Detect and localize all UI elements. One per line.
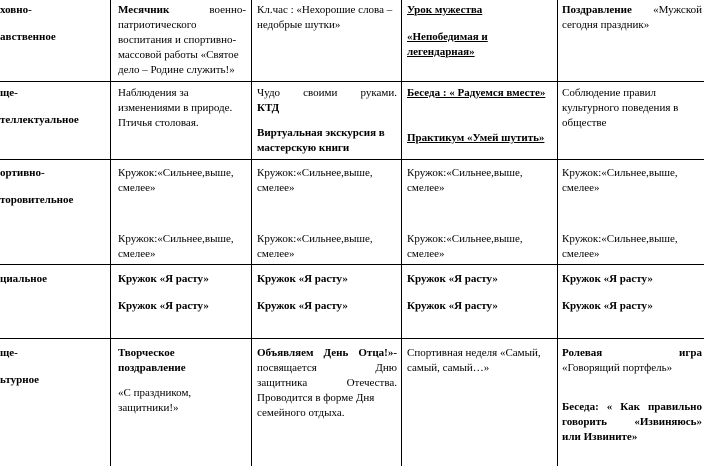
row-category: ще- теллектуальное <box>0 87 79 126</box>
club-cell: Кружок:«Сильнее,выше, смелее» <box>562 167 678 194</box>
activity-cell: Творческое поздравление «С праздником, защитники!» <box>118 347 192 414</box>
activity-cell: Ролевая игра «Говорящий портфель» Беседа: « Как правильно говорить «Извиняюсь» или Извините» <box>562 347 702 443</box>
club-cell: Кружок:«Сильнее,выше, смелее» <box>257 167 373 194</box>
row-category: ще- ьтурное <box>0 347 39 386</box>
activity-cell: Спортивная неделя «Самый, самый, самый…» <box>407 347 541 374</box>
row-divider <box>0 159 704 160</box>
column-divider <box>401 0 402 466</box>
activity-cell: Наблюдения за изменениями в природе. Птичья столовая. <box>118 87 233 129</box>
row-category: циальное <box>0 273 47 285</box>
club-cell: Кружок «Я расту» Кружок «Я расту» <box>562 273 653 312</box>
column-divider <box>557 0 558 466</box>
row-divider <box>0 81 704 82</box>
activity-cell: Поздравление «Мужской сегодня праздник» <box>562 4 702 31</box>
club-cell: Кружок:«Сильнее,выше, смелее» <box>407 167 523 194</box>
activity-cell: Кл.час : «Нехорошие слова – недобрые шутки» <box>257 4 393 31</box>
activity-cell: Чудо своими руками. КТД Виртуальная экскурсия в мастерскую книги <box>257 87 397 154</box>
row-category: ортивно- торовительное <box>0 167 74 206</box>
club-cell: Кружок:«Сильнее,выше, смелее» <box>118 233 234 260</box>
column-divider <box>251 0 252 466</box>
column-divider <box>110 0 111 466</box>
club-cell: Кружок:«Сильнее,выше, смелее» <box>257 233 373 260</box>
club-cell: Кружок «Я расту» Кружок «Я расту» <box>257 273 348 312</box>
activity-cell: Объявляем День Отца!»- посвящается Дню защитника Отечества. Проводится в форме Дня семейного отдыха. <box>257 347 397 419</box>
club-cell: Кружок «Я расту» Кружок «Я расту» <box>118 273 209 312</box>
row-divider <box>0 338 704 339</box>
row-divider <box>0 264 704 265</box>
activity-cell: Соблюдение правил культурного поведения в обществе <box>562 87 679 129</box>
activity-cell: Урок мужества «Непобедимая и легендарная» <box>407 4 488 58</box>
club-cell: Кружок:«Сильнее,выше, смелее» <box>118 167 234 194</box>
club-cell: Кружок:«Сильнее,выше, смелее» <box>562 233 678 260</box>
activity-cell: Месячник военно- патриотического воспитания и спортивно- массовой работы «Святое дело – Родине служить!» <box>118 4 246 76</box>
row-category: ховно- авственное <box>0 4 56 43</box>
club-cell: Кружок:«Сильнее,выше, смелее» <box>407 233 523 260</box>
activity-cell: Беседа : « Радуемся вместе» Практикум «Умей шутить» <box>407 87 546 144</box>
club-cell: Кружок «Я расту» Кружок «Я расту» <box>407 273 498 312</box>
